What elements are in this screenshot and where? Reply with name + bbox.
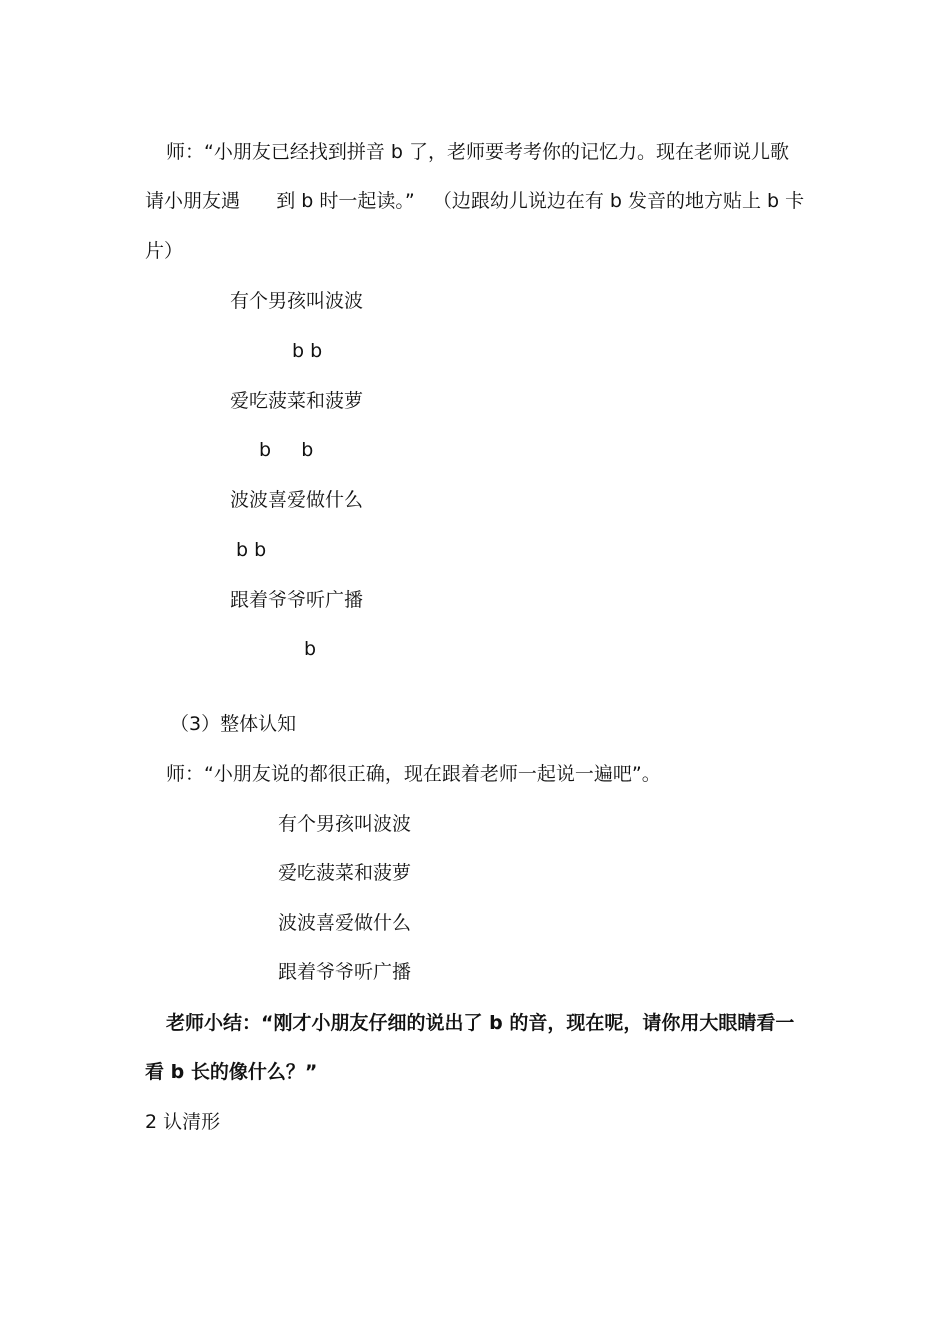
rhyme-mark-2: b b	[259, 439, 314, 461]
rhyme-line-3: 波波喜爱做什么	[230, 489, 364, 511]
summary-line-2: 看 b 长的像什么？”	[145, 1061, 318, 1083]
rhyme-mark-3: b b	[236, 539, 267, 561]
recap-line-1: 有个男孩叫波波	[278, 813, 412, 835]
rhyme-line-2: 爱吃菠菜和菠萝	[230, 390, 364, 412]
intro-line-2: 请小朋友遇 到 b 时一起读。” （边跟幼儿说边在有 b 发音的地方贴上 b 卡	[145, 190, 805, 212]
recap-line-2: 爱吃菠菜和菠萝	[278, 862, 412, 884]
intro-line-1: 师：“小朋友已经找到拼音 b 了，老师要考考你的记忆力。现在老师说儿歌	[166, 141, 789, 163]
intro-line-3: 片）	[145, 240, 184, 262]
section-3-teacher-line: 师：“小朋友说的都很正确，现在跟着老师一起说一遍吧”。	[166, 763, 661, 785]
section-2-heading: 2 认清形	[145, 1111, 221, 1133]
rhyme-line-4: 跟着爷爷听广播	[230, 589, 364, 611]
rhyme-mark-4: b	[304, 638, 317, 660]
recap-line-4: 跟着爷爷听广播	[278, 961, 412, 983]
recap-line-3: 波波喜爱做什么	[278, 912, 412, 934]
rhyme-mark-1: b b	[292, 340, 323, 362]
rhyme-line-1: 有个男孩叫波波	[230, 290, 364, 312]
summary-line-1: 老师小结：“刚才小朋友仔细的说出了 b 的音，现在呢，请你用大眼睛看一	[166, 1012, 795, 1034]
section-3-heading: （3）整体认知	[170, 713, 297, 735]
